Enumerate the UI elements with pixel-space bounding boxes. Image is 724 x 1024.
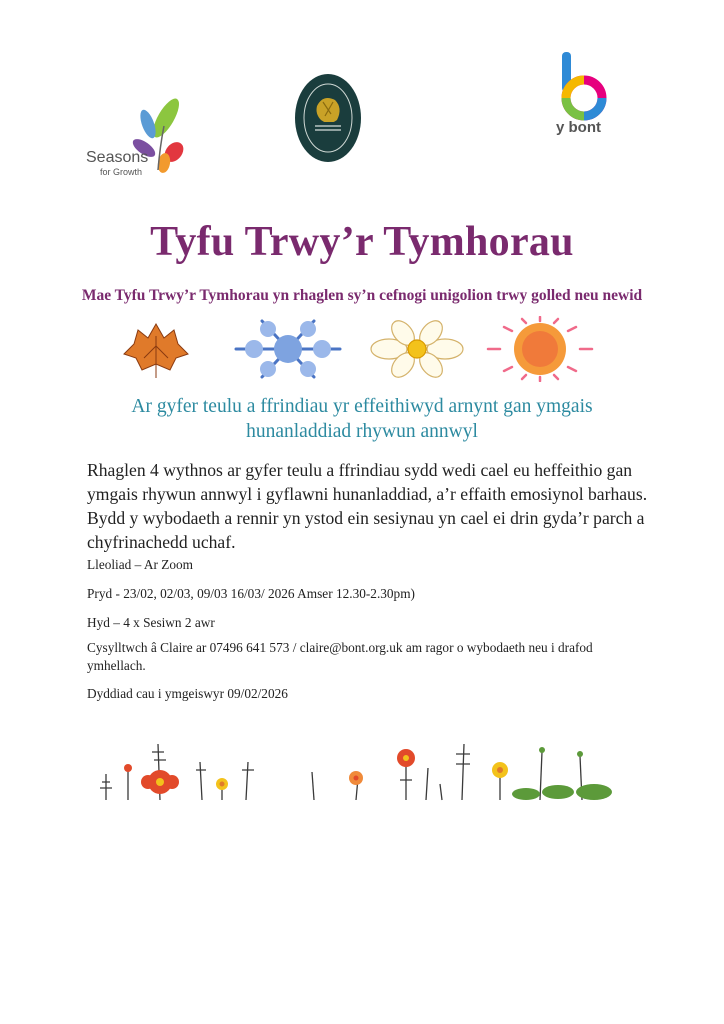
snowflake-icon [236,321,340,377]
detail-contact [87,639,647,675]
description-line-1: Rhaglen 4 wythnos ar gyfer teulu a ffrindiau sydd wedi cael eu heffeithio gan [87,460,633,480]
page-subtitle: Mae Tyfu Trwy’r Tymhorau yn rhaglen sy’n cefnogi unigolion trwy golled neu newid [81,287,643,304]
leaf-icon [124,324,188,378]
audience-line-2: hunanladdiad rhywun annwyl [246,421,478,442]
season-icons-row [110,316,620,382]
flower-icon [371,316,463,381]
y-bont-logo [540,44,640,148]
sun-icon [488,317,592,381]
y-bont-name: y bont [556,119,601,136]
detail-when [87,585,647,603]
seasons-for-growth-logo [84,96,194,180]
detail-contact-line-2: ymhellach. [87,658,146,673]
seasons-logo-name: Seasons [86,149,149,166]
detail-duration-text: Hyd – 4 x Sesiwn 2 awr [87,615,215,630]
detail-duration [87,614,647,632]
footer-red-flower [141,770,179,794]
detail-when-text: Pryd - 23/02, 02/03, 09/03 16/03/ 2026 Amser 12.30-2.30pm) [87,586,415,601]
audience-statement [60,394,664,444]
detail-contact-line-1: Cysylltwch â Claire ar 07496 641 573 / claire@bont.org.uk am ragor o wybodaeth neu i drafod [87,640,593,655]
description-line-3: Bydd y wybodaeth a rennir yn ystod ein sesiynau yn cael ei drin gyda’r parch a [87,508,645,528]
description-line-2: ymgais rhywun annwyl i gyflawni hunanladdiad, a’r effaith emosiynol barhaus. [87,484,648,504]
detail-location-text: Lleoliad – Ar Zoom [87,557,193,572]
detail-deadline [87,685,647,703]
description-line-4: chyfrinachedd uchaf. [87,532,236,552]
audience-line-1: Ar gyfer teulu a ffrindiau yr effeithiwyd arnynt gan ymgais [131,396,593,417]
small-grants-seal-logo [293,72,363,164]
detail-location [87,556,647,574]
page-title: Tyfu Trwy’r Tymhorau [150,219,574,265]
flowers-footer-illustration [86,738,636,802]
detail-deadline-text: Dyddiad cau i ymgeiswyr 09/02/2026 [87,686,288,701]
programme-description [87,458,667,554]
seasons-logo-tagline: for Growth [100,167,143,177]
